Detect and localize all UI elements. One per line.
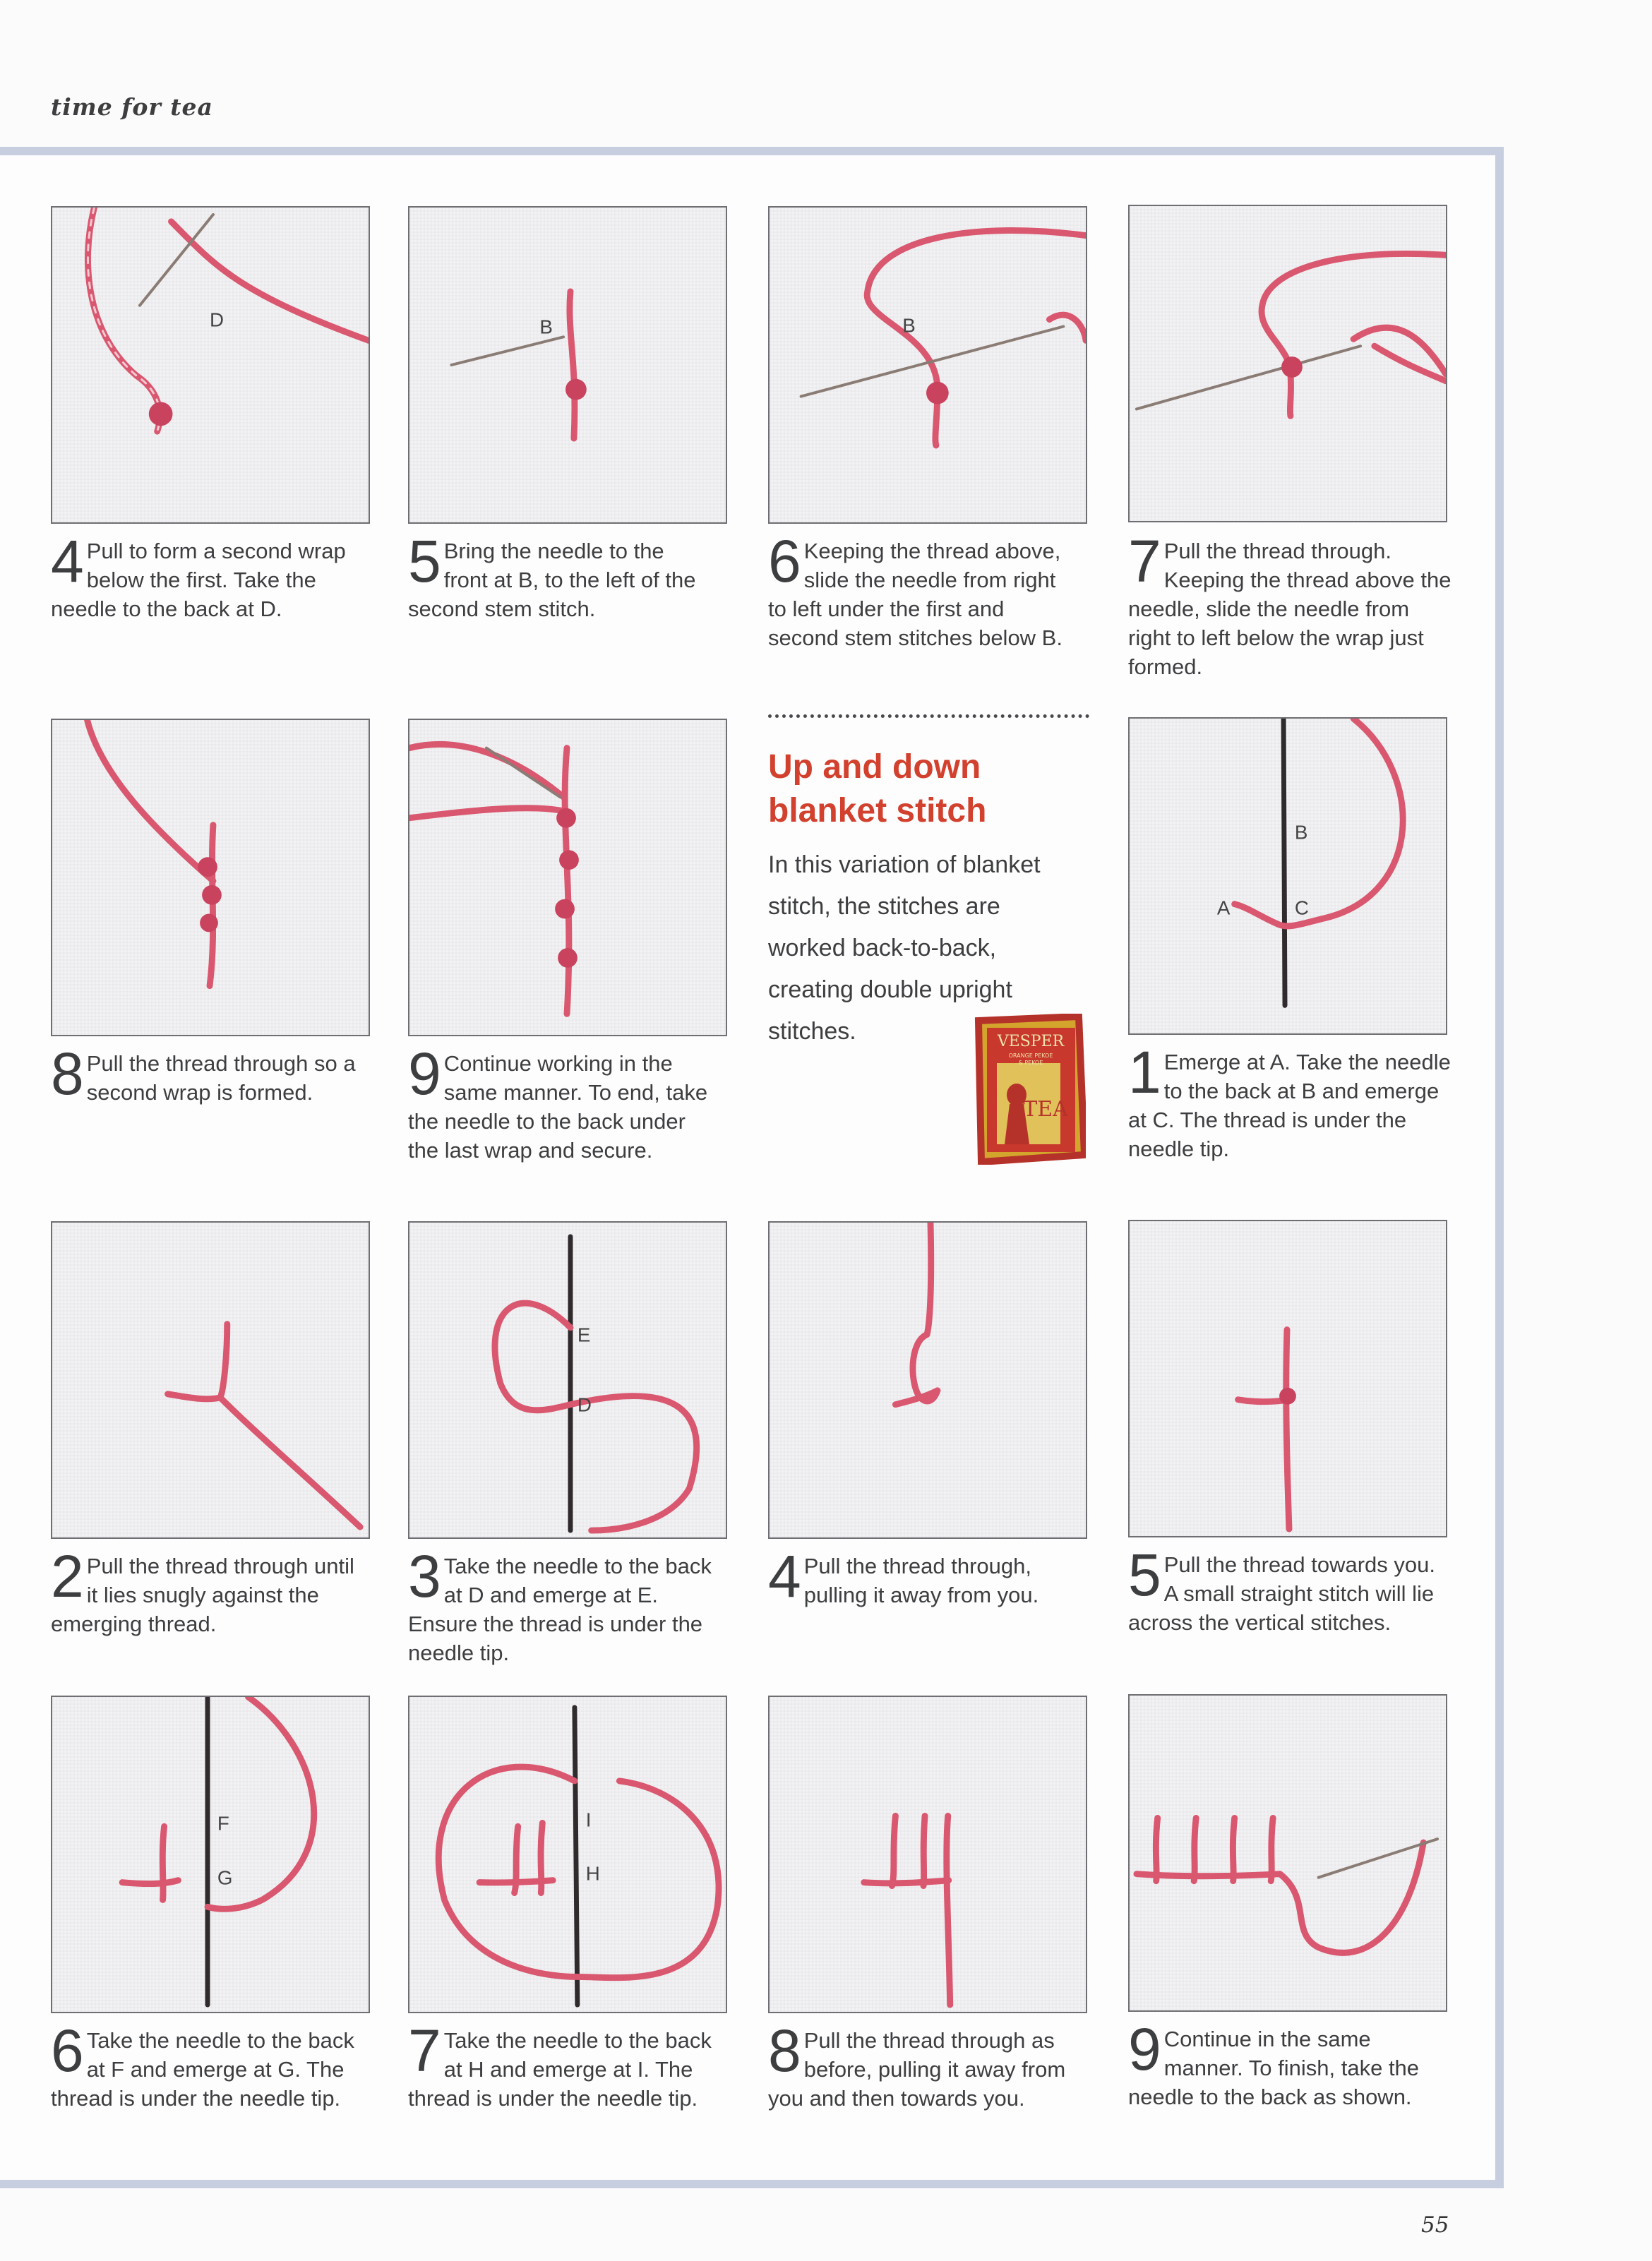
- step-number: 9: [408, 1040, 441, 1107]
- step-text: Pull the thread through. Keeping the thread above the needle, slide the needle from right to left below the wrap just formed.: [1128, 539, 1452, 679]
- point-label: B: [902, 314, 916, 337]
- step-text: Emerge at A. Take the needle to the back at B and emerge at C. The thread is under the needle tip.: [1128, 1050, 1451, 1161]
- step-photo: [408, 1696, 727, 2013]
- step-caption: [1128, 528, 1453, 681]
- step-caption: [768, 1543, 1079, 1609]
- step-photo: [408, 1221, 727, 1539]
- step-number: 4: [51, 528, 84, 594]
- page-number: 55: [1421, 2212, 1449, 2238]
- point-label: H: [585, 1862, 600, 1885]
- step-caption: [768, 2017, 1079, 2113]
- step-photo: [768, 206, 1087, 524]
- step-photo: [768, 1221, 1087, 1539]
- step-text: Pull the thread through as before, pulling it away from you and then towards you.: [768, 2028, 1066, 2111]
- point-label: D: [577, 1393, 592, 1416]
- step-caption: [51, 2017, 369, 2113]
- point-label: E: [577, 1324, 591, 1346]
- step-text: Pull to form a second wrap below the first. Take the needle to the back at D.: [51, 539, 346, 621]
- step-caption: [408, 1543, 719, 1667]
- step-caption: [51, 1040, 369, 1107]
- step-photo: [51, 1221, 370, 1539]
- step-photo: [1128, 1220, 1447, 1537]
- step-number: 8: [768, 2017, 801, 2084]
- step-photo: [51, 719, 370, 1036]
- step-text: Take the needle to the back at D and emerge at E. Ensure the thread is under the needle tip.: [408, 1554, 712, 1665]
- tea-product: TEA: [1023, 1097, 1068, 1122]
- section-intro: In this variation of blanket stitch, the stitches are worked back-to-back, creating double upright stitches.: [768, 851, 1041, 1045]
- point-label: C: [1294, 896, 1309, 919]
- running-head: time for tea: [51, 93, 213, 121]
- tea-brand: VESPER: [997, 1033, 1065, 1050]
- point-label: D: [210, 308, 225, 331]
- point-label: G: [217, 1866, 233, 1889]
- step-number: 5: [408, 528, 441, 594]
- step-text: Continue in the same manner. To finish, take the needle to the back as shown.: [1128, 2027, 1420, 2109]
- step-caption: [1128, 1542, 1439, 1637]
- step-number: 3: [408, 1543, 441, 1609]
- step-number: 9: [1128, 2016, 1161, 2082]
- step-photo: [1128, 1694, 1447, 2012]
- step-caption: [408, 2017, 719, 2113]
- step-number: 6: [768, 528, 801, 594]
- step-caption: [408, 528, 712, 623]
- point-label: A: [1216, 896, 1231, 919]
- tea-box-illustration: [973, 1014, 1086, 1165]
- step-photo: [408, 206, 727, 524]
- step-number: 5: [1128, 1542, 1161, 1608]
- step-photo: [51, 206, 370, 524]
- step-number: 4: [768, 1543, 801, 1609]
- step-text: Pull the thread towards you. A small straight stitch will lie across the vertical stitches.: [1128, 1552, 1435, 1635]
- step-text: Continue working in the same manner. To end, take the needle to the back under the last wrap and secure.: [408, 1051, 708, 1163]
- step-caption: [51, 528, 369, 623]
- step-caption: [1128, 1039, 1453, 1163]
- step-photo: [1128, 717, 1447, 1035]
- section-title: Up and down blanket stitch: [768, 748, 987, 829]
- point-label: I: [585, 1809, 592, 1831]
- step-number: 6: [51, 2017, 84, 2084]
- step-number: 7: [408, 2017, 441, 2084]
- step-text: Keeping the thread above, slide the needle from right to left under the first and second stem stitches below B.: [768, 539, 1063, 650]
- section-divider: [768, 714, 1089, 718]
- tea-line: ORANGE PEKOE: [1008, 1052, 1053, 1059]
- point-label: F: [217, 1812, 229, 1835]
- step-caption: [1128, 2016, 1439, 2111]
- step-caption: [408, 1040, 719, 1165]
- step-number: 8: [51, 1040, 84, 1107]
- step-photo: [1128, 205, 1447, 522]
- step-text: Pull the thread through so a second wrap is formed.: [86, 1051, 356, 1105]
- step-photo: [51, 1696, 370, 2013]
- step-number: 7: [1128, 528, 1161, 594]
- step-caption: [51, 1543, 369, 1638]
- point-label: B: [539, 316, 553, 338]
- step-text: Take the needle to the back at F and emerge at G. The thread is under the needle tip.: [51, 2028, 354, 2111]
- step-photo: [768, 1696, 1087, 2013]
- step-caption: [768, 528, 1065, 652]
- step-text: Bring the needle to the front at B, to the left of the second stem stitch.: [408, 539, 696, 621]
- step-photo: [408, 719, 727, 1036]
- step-text: Pull the thread through, pulling it away from you.: [803, 1554, 1039, 1607]
- step-number: 1: [1128, 1039, 1161, 1105]
- point-label: B: [1294, 821, 1308, 844]
- step-text: Take the needle to the back at H and emerge at I. The thread is under the needle tip.: [408, 2028, 712, 2111]
- tea-line: & PEKOE: [1018, 1060, 1043, 1066]
- step-number: 2: [51, 1543, 84, 1609]
- step-text: Pull the thread through until it lies snugly against the emerging thread.: [51, 1554, 354, 1636]
